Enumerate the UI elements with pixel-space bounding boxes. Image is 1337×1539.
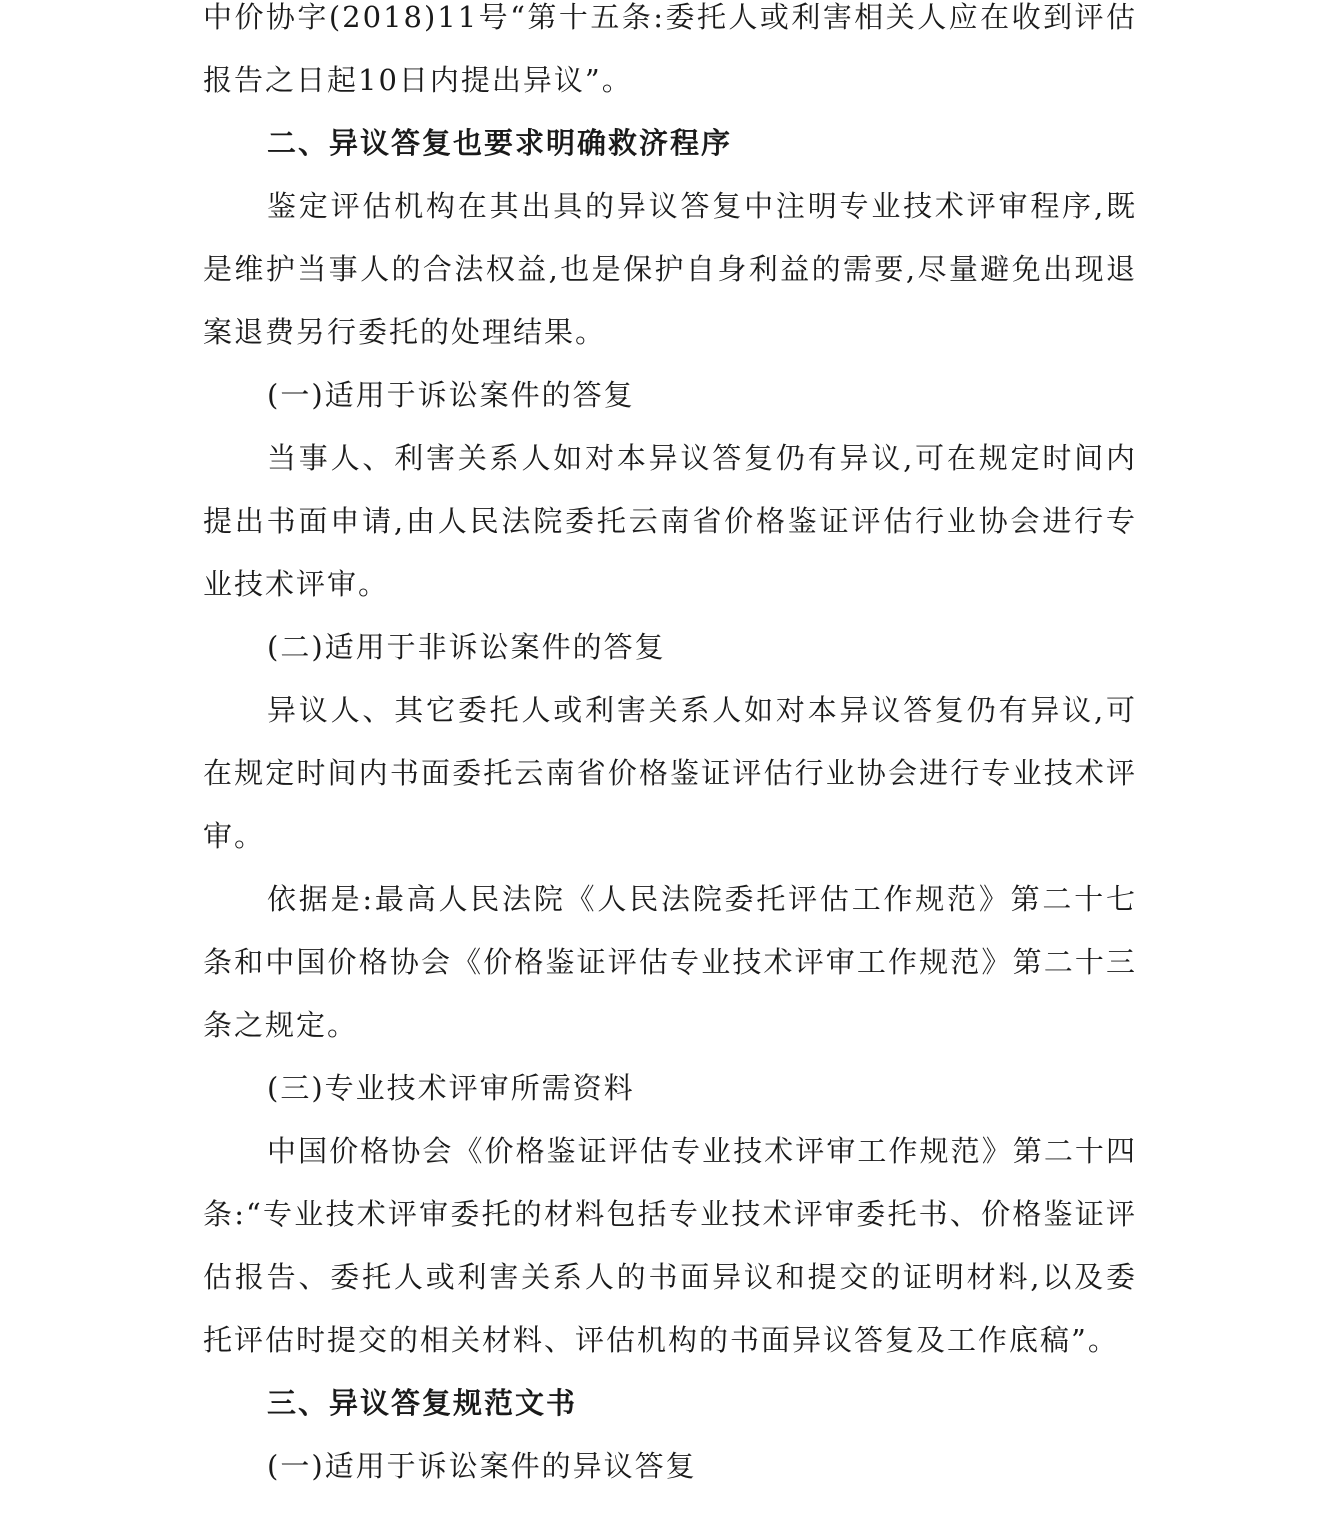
section-heading-3: 三、异议答复规范文书 — [267, 1386, 578, 1420]
paragraph: 中国价格协会《价格鉴证评估专业技术评审工作规范》第二十四条:“专业技术评审委托的材料包括专业技术评审委托书、价格鉴证评估报告、委托人或利害关系人的书面异议和提交的证明材料,以及委托评估时提交的相关材料、评估机构的书面异议答复及工作底稿”。 — [203, 1134, 1137, 1357]
paragraph: 当事人、利害关系人如对本异议答复仍有异议,可在规定时间内提出书面申请,由人民法院委托云南省价格鉴证评估行业协会进行专业技术评审。 — [203, 441, 1137, 601]
paragraph: 异议人、其它委托人或利害关系人如对本异议答复仍有异议,可在规定时间内书面委托云南省价格鉴证评估行业协会进行专业技术评审。 — [203, 693, 1137, 853]
subheading-materials: (三)专业技术评审所需资料 — [267, 1071, 635, 1105]
subheading-non-litigation: (二)适用于非诉讼案件的答复 — [267, 630, 666, 664]
paragraph: 鉴定评估机构在其出具的异议答复中注明专业技术评审程序,既是维护当事人的合法权益,也是保护自身利益的需要,尽量避免出现退案退费另行委托的处理结果。 — [203, 189, 1137, 349]
paragraph-continuation: 中价协字(2018)11号“第十五条:委托人或利害相关人应在收到评估报告之日起10日内提出异议”。 — [203, 0, 1137, 97]
subheading-litigation-reply: (一)适用于诉讼案件的异议答复 — [267, 1449, 697, 1483]
document-page — [203, 0, 1137, 1498]
paragraph-basis: 依据是:最高人民法院《人民法院委托评估工作规范》第二十七条和中国价格协会《价格鉴证评估专业技术评审工作规范》第二十三条之规定。 — [203, 882, 1137, 1042]
section-heading-2: 二、异议答复也要求明确救济程序 — [267, 126, 733, 160]
subheading-litigation: (一)适用于诉讼案件的答复 — [267, 378, 635, 412]
